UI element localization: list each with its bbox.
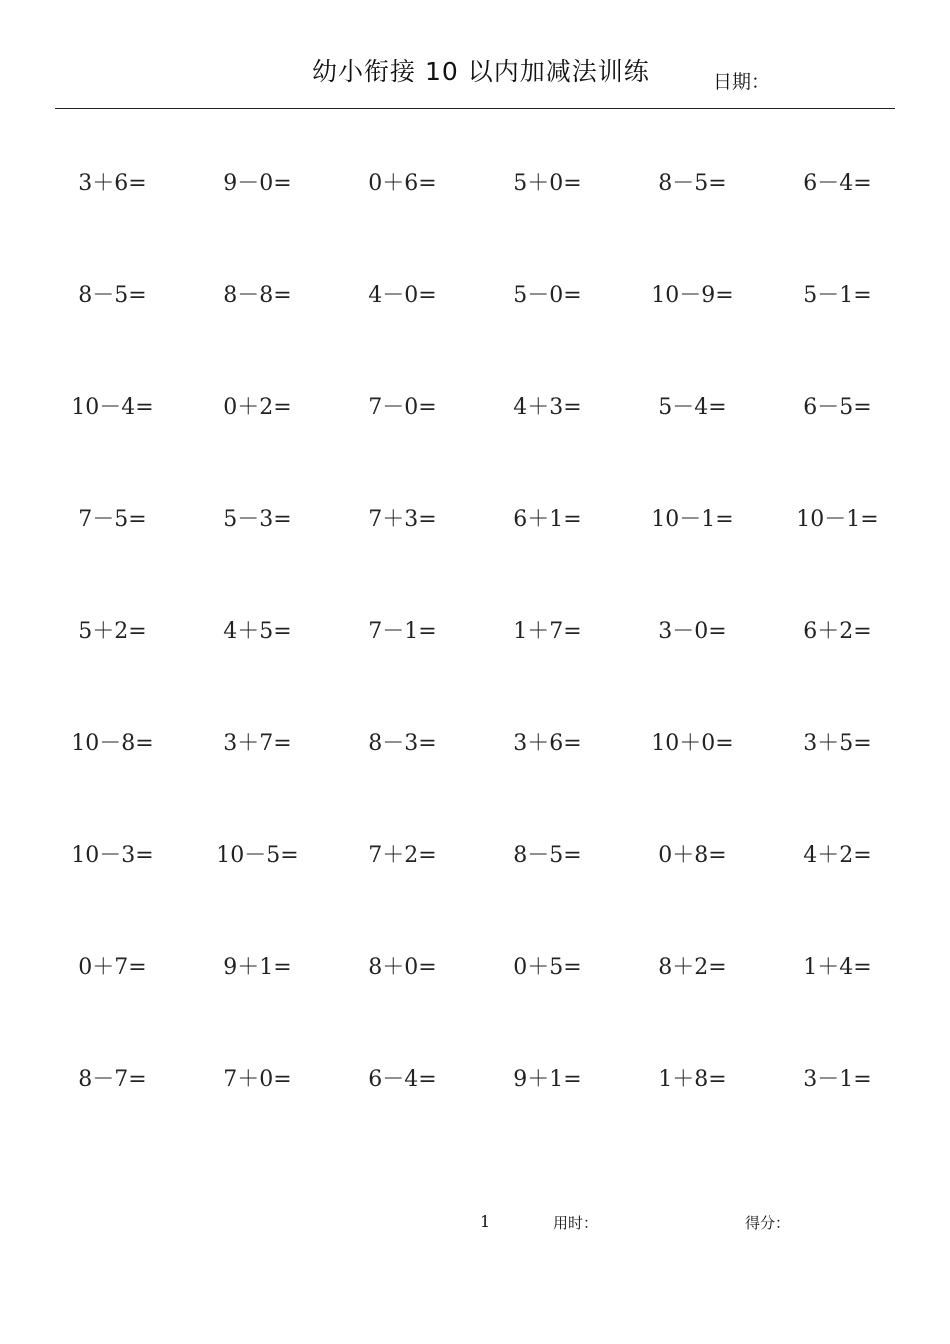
problem-cell: 5－0= [513,282,582,308]
problem-cell: 3－0= [658,618,727,644]
problem-cell: 1＋7= [513,618,582,644]
problem-cell: 3＋6= [513,730,582,756]
problem-cell: 10－3= [71,842,154,868]
problem-cell: 7＋2= [368,842,437,868]
problem-cell: 4－0= [368,282,437,308]
problem-cell: 8－5= [513,842,582,868]
date-label: 日期： [713,71,771,93]
problem-cell: 10－9= [651,282,734,308]
problem-cell: 8－5= [78,282,147,308]
problem-cell: 9＋1= [223,954,292,980]
problem-cell: 4＋5= [223,618,292,644]
problem-row [40,1021,910,1133]
problem-cell: 3－1= [803,1066,872,1092]
problem-cell: 6－4= [368,1066,437,1092]
problem-cell: 7－0= [368,394,437,420]
problem-cell: 10－5= [216,842,299,868]
problem-cell: 10－4= [71,394,154,420]
problem-row [40,685,910,797]
problem-cell: 8－8= [223,282,292,308]
problem-row [40,237,910,349]
problem-cell: 6－4= [803,170,872,196]
problem-cell: 3＋5= [803,730,872,756]
problem-cell: 0＋6= [368,170,437,196]
problem-cell: 3＋6= [78,170,147,196]
score-label: 得分： [745,1214,791,1232]
problem-cell: 8－3= [368,730,437,756]
problem-cell: 5－4= [658,394,727,420]
problem-cell: 8＋2= [658,954,727,980]
problem-cell: 9－0= [223,170,292,196]
worksheet-header [0,0,950,110]
problem-cell: 1＋8= [658,1066,727,1092]
problem-cell: 10＋0= [651,730,734,756]
problem-cell: 5＋0= [513,170,582,196]
problem-cell: 8－7= [78,1066,147,1092]
problem-cell: 6＋1= [513,506,582,532]
problem-row [40,461,910,573]
problem-cell: 10－8= [71,730,154,756]
problem-row [40,125,910,237]
problem-cell: 5－3= [223,506,292,532]
worksheet-footer [0,1200,950,1240]
problem-cell: 9＋1= [513,1066,582,1092]
problem-cell: 1＋4= [803,954,872,980]
problem-cell: 10－1= [796,506,879,532]
problem-cell: 4＋2= [803,842,872,868]
problem-cell: 10－1= [651,506,734,532]
problem-row [40,797,910,909]
problem-cell: 0＋2= [223,394,292,420]
problem-row [40,349,910,461]
problem-cell: 4＋3= [513,394,582,420]
problem-cell: 5＋2= [78,618,147,644]
problem-cell: 0＋8= [658,842,727,868]
problem-cell: 5－1= [803,282,872,308]
problem-row [40,909,910,1021]
worksheet-title: 幼小衔接 10 以内加减法训练 [312,57,650,86]
problem-row [40,573,910,685]
problem-cell: 6－5= [803,394,872,420]
problem-cell: 7－5= [78,506,147,532]
problem-cell: 6＋2= [803,618,872,644]
problem-cell: 3＋7= [223,730,292,756]
problem-cell: 7－1= [368,618,437,644]
problem-cell: 0＋5= [513,954,582,980]
problem-cell: 7＋3= [368,506,437,532]
page-number: 1 [480,1212,491,1231]
problem-cell: 7＋0= [223,1066,292,1092]
time-used-label: 用时： [553,1214,599,1232]
problem-cell: 0＋7= [78,954,147,980]
problem-cell: 8＋0= [368,954,437,980]
header-divider [55,108,895,109]
problem-cell: 8－5= [658,170,727,196]
problem-grid [40,125,910,1133]
